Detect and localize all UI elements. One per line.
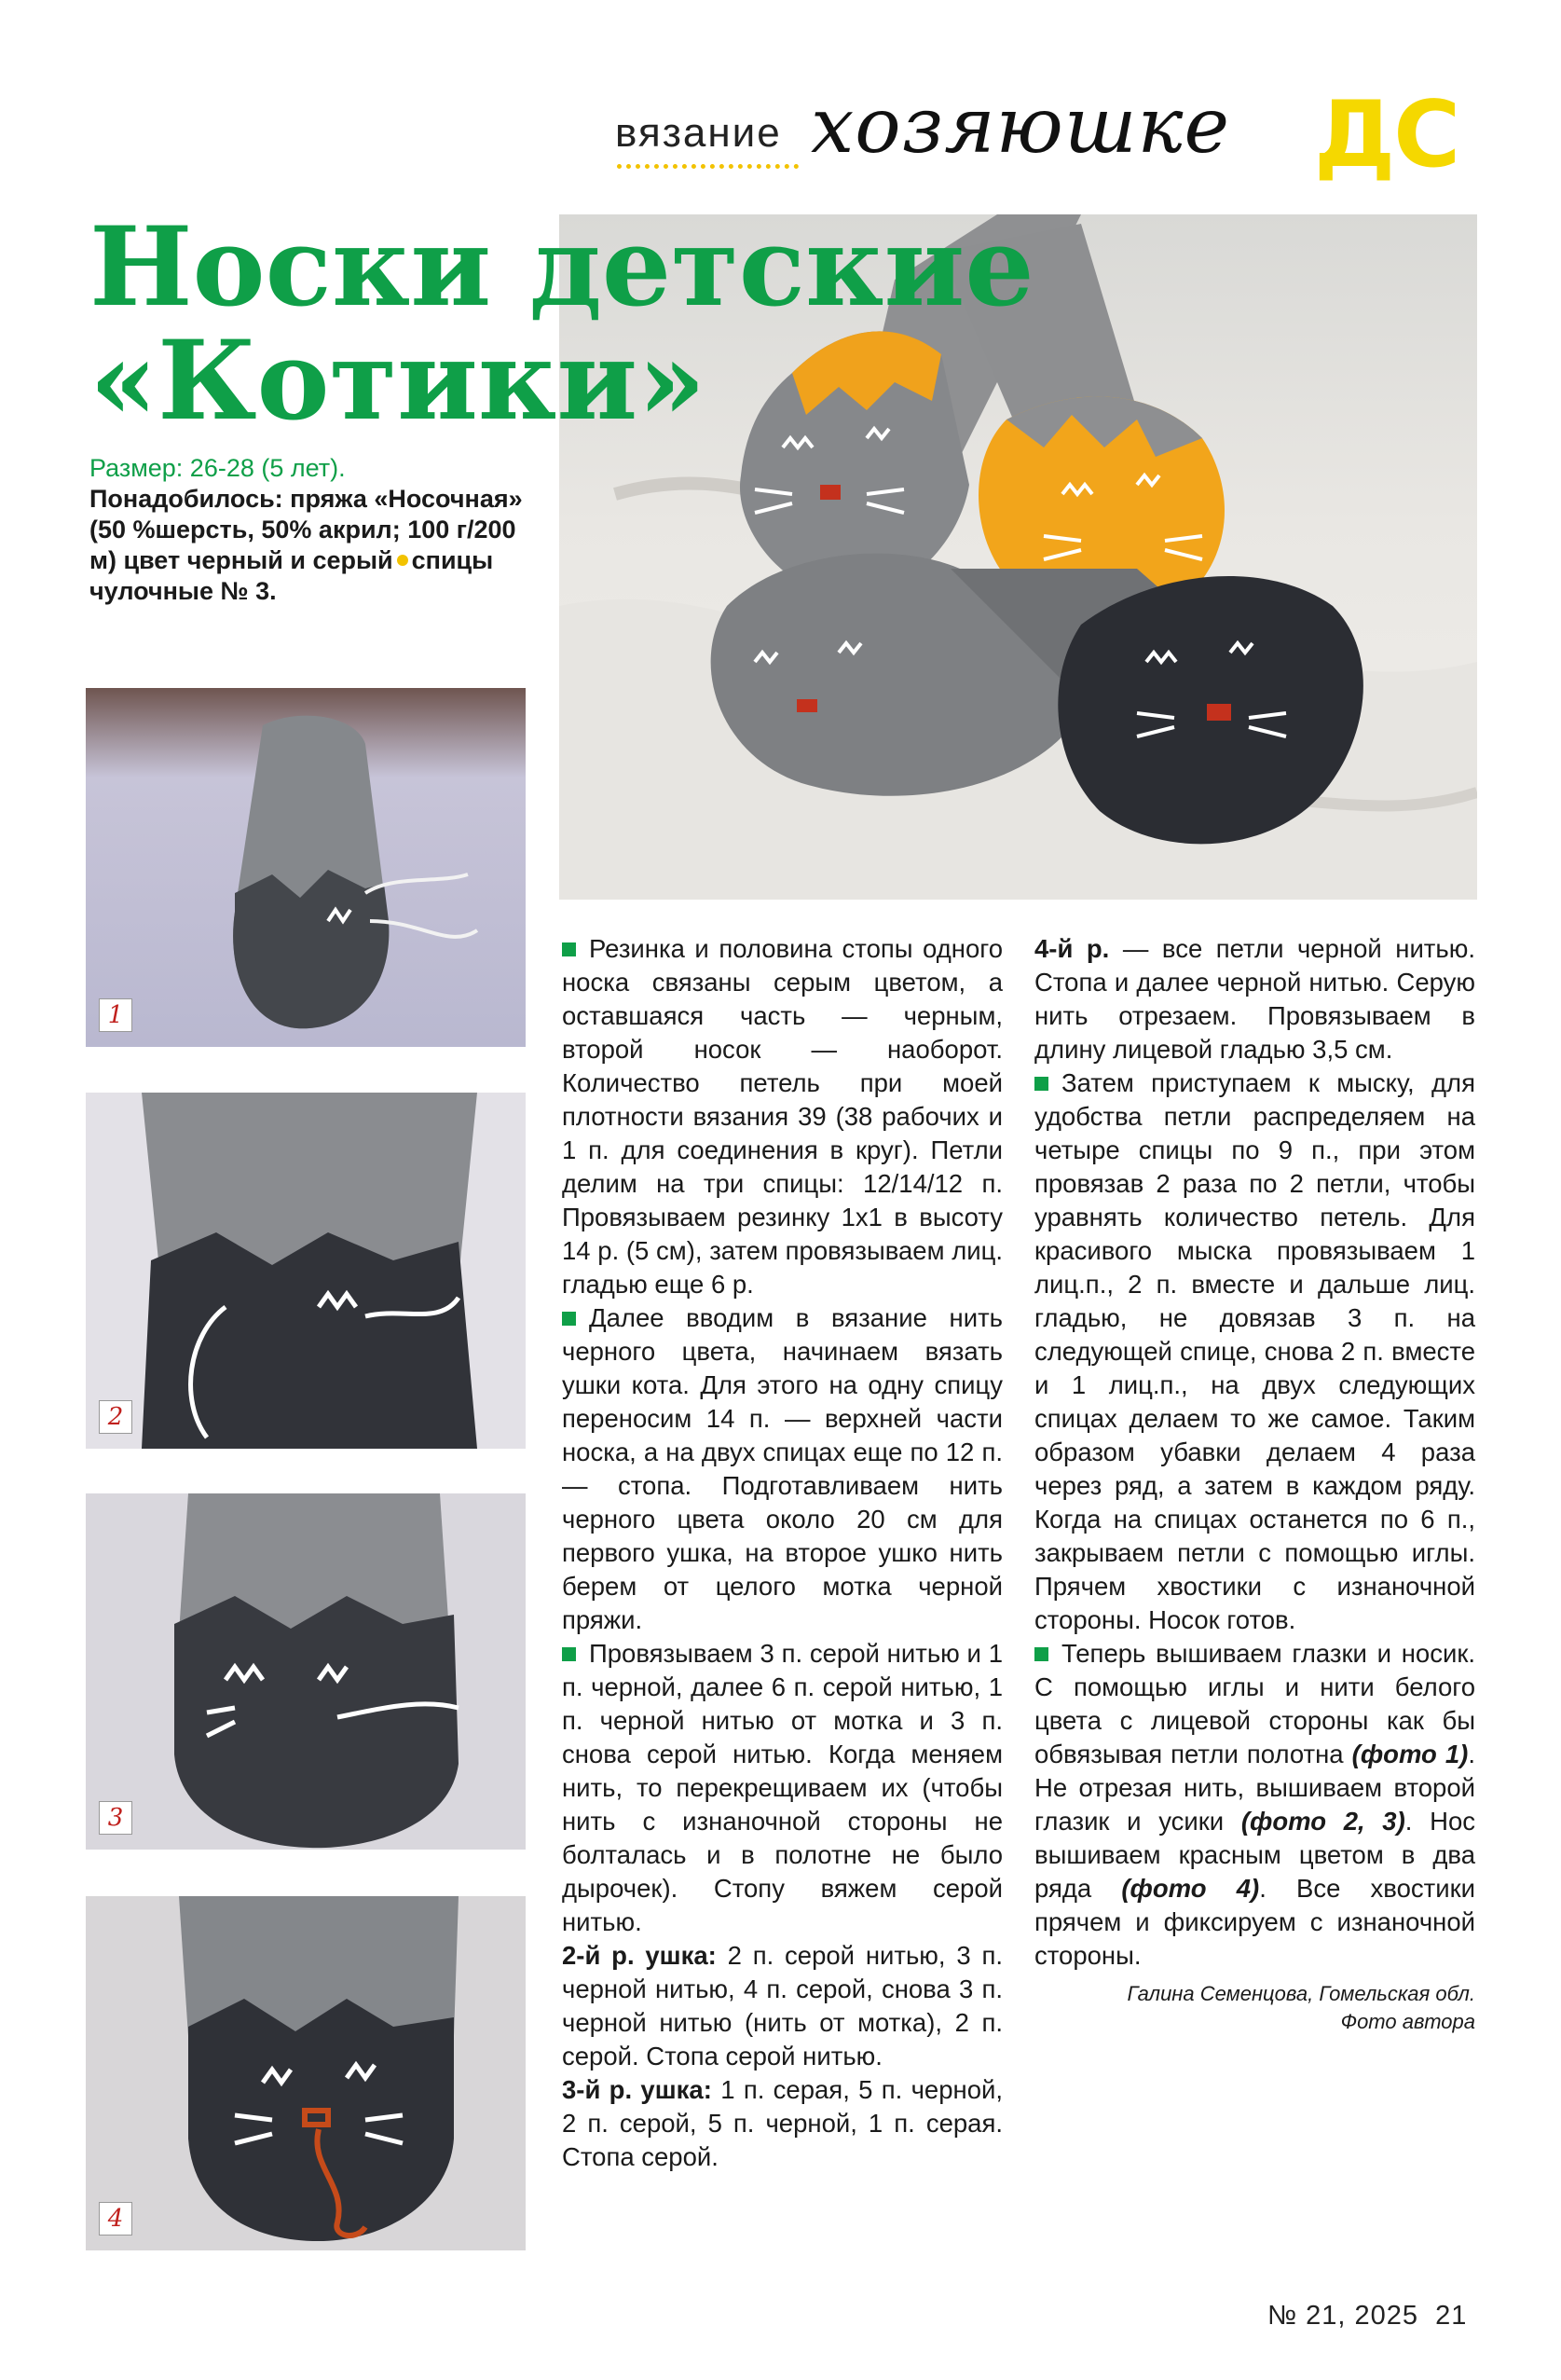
article-intro [89, 453, 527, 607]
row-3-instructions: 3-й р. ушка: 1 п. серая, 5 п. черной, 2 п. серой, 5 п. черной, 1 п. серая. Стопа серой. [562, 2075, 1004, 2171]
bullet-dot-icon [397, 555, 408, 566]
paragraph-3: Провязываем 3 п. серой нитью и 1 п. черной, далее 6 п. серой нитью, 1 п. черной нитью от мотка и 3 п. снова серой нитью. Когда меняем нить, то перекрещиваем их (чтобы нить с изнаночной стороны не болталась и в полотне не было дырочек). Стопу вяжем серой нитью. [562, 1639, 1003, 1936]
step-photo-2 [86, 1093, 526, 1449]
sock-photo-3 [86, 1493, 526, 1850]
paragraph-1: Резинка и половина стопы одного носка связаны серым цветом, а оставшаяся часть — черным, второй носок — наоборот. Количество петель при моей плотности вязания 39 (38 рабочих и 1 п. для соединения в круг). Петли делим на три спицы: 12/14/12 п. Провязываем резинку 1х1 в высоту 14 р. (5 см), затем провязываем лиц. гладью еще 6 р. [562, 934, 1003, 1299]
article-title-line2: «Котики» [89, 316, 706, 445]
photo-label-1: 1 [99, 998, 132, 1032]
paragraph-2: Далее вводим в вязание нить черного цвета, начинаем вязать ушки кота. Для этого на одну спицу переносим 14 п. — верхней части носка, а на двух спицах еще по 12 п. — стопа. Подготавливаем нить черного цвета около 20 см для первого ушка, на второе ушко нить берем от целого мотка черной пряжи. [562, 1303, 1003, 1634]
bullet-square-icon [1034, 1647, 1048, 1661]
photo-label-4: 4 [99, 2202, 132, 2236]
materials-line [89, 484, 527, 607]
page-footer [1267, 2301, 1467, 2332]
text-column-1 [562, 932, 1003, 2174]
photo-label-3: 3 [99, 1801, 132, 1835]
bullet-square-icon [562, 1647, 576, 1661]
paragraph-5: Затем приступаем к мыску, для удобства петли распределяем на четыре спицы по 9 п., при этом провязав 2 раза по 2 петли, чтобы уравнять количество петель. Для красивого мыска провязываем 1 лиц.п., 2 п. вместе и дальше лиц. гладью, не довязав 3 п. на следующей спице, снова 2 п. вместе и 1 лиц.п., на двух следующих спицах делаем то же самое. Таким образом убавки делаем 4 раза через ряд, а затем в каждом ряду. Когда на спицах останется по 6 п., закрываем петли с помощью иглы. Прячем хвостики с изнаночной стороны. Носок готов. [1034, 1068, 1475, 1634]
sock-photo-4 [86, 1896, 526, 2250]
magazine-header [596, 82, 1528, 188]
section-dotted-underline [617, 164, 799, 169]
photo-credit: Фото автора [1340, 2010, 1475, 2033]
step-photo-3 [86, 1493, 526, 1850]
paragraph-6: Теперь вышиваем глазки и носик. С помощью иглы и нити белого цвета с лицевой стороны как бы обвязывая петли полотна (фото 1). Не отрезая нить, вышиваем второй глазик и усики (фото 2, 3). Нос вышиваем красным цветом в два ряда (фото 4). Все хвостики прячем и фиксируем с изнаночной стороны. [1034, 1639, 1475, 1970]
page-number: 21 [1435, 2301, 1468, 2331]
section-label: вязание [615, 110, 782, 156]
size-line: Размер: 26-28 (5 лет). [89, 454, 346, 482]
sock-photo-1 [86, 688, 526, 1047]
article-title-line1: Носки детские [89, 202, 1034, 331]
author-name: Галина Семенцова, Гомельская обл. [1127, 1982, 1475, 2005]
step-photo-4 [86, 1896, 526, 2250]
bullet-square-icon [562, 1312, 576, 1326]
text-column-2 [1034, 932, 1475, 2036]
step-photo-1 [86, 688, 526, 1047]
article-title [89, 202, 1034, 445]
author-block [1034, 1980, 1475, 2036]
row-4-instructions: 4-й р. — все петли черной нитью. Стопа и далее черной нитью. Серую нить отрезаем. Провязываем в длину лицевой гладью 3,5 см. [1034, 934, 1475, 1064]
magazine-logo: ДС [1314, 82, 1459, 188]
issue-number: № 21, 2025 [1267, 2301, 1419, 2331]
row-2-instructions: 2-й р. ушка: 2 п. серой нитью, 3 п. черной нитью, 4 п. серой, снова 3 п. черной нитью (нить от мотка), 2 п. серой. Стопа серой нитью. [562, 1941, 1003, 2070]
photo-label-2: 2 [99, 1400, 132, 1434]
materials-text: Понадобилось: пряжа «Носочная» (50 %шерсть, 50% акрил; 100 г/200 м) цвет черный и серый [89, 485, 523, 574]
sock-photo-2 [86, 1093, 526, 1449]
materials-needles: спицы чулочные № 3. [89, 546, 494, 605]
section-title: хозяюшке [811, 82, 1230, 171]
bullet-square-icon [1034, 1077, 1048, 1091]
bullet-square-icon [562, 942, 576, 956]
